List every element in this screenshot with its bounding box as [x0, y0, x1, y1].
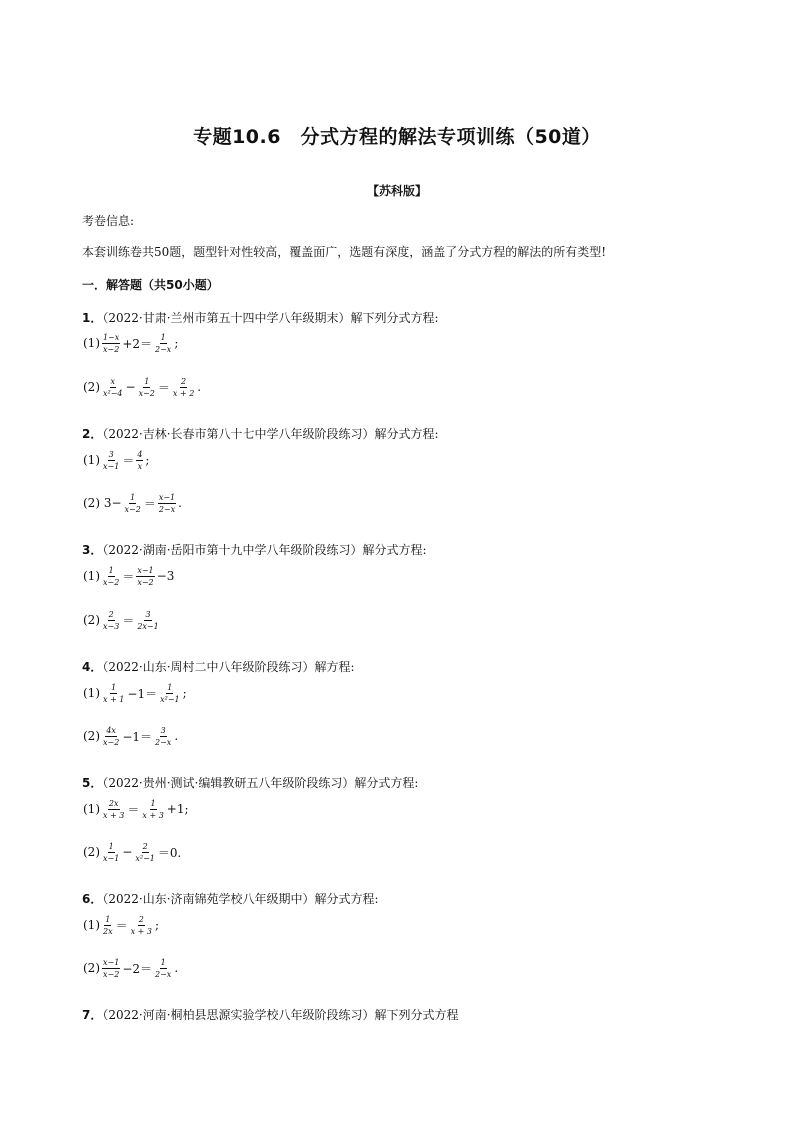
question-source: （2022·山东·济南锦苑学校八年级期中）解分式方程: [102, 892, 379, 906]
fraction-denominator: x−2 [103, 969, 120, 979]
equation-text: ＝ [122, 569, 135, 584]
fraction [102, 377, 124, 398]
fraction-denominator: x−2 [124, 504, 141, 514]
equation-part [82, 445, 150, 475]
equation-text: (1) [83, 802, 100, 816]
equation-text: (1) [83, 453, 100, 467]
question-source: （2022·山东·周村二中八年级阶段练习）解方程: [102, 660, 355, 674]
equation-text: (1) [83, 918, 100, 932]
fraction-denominator: x−1 [103, 853, 120, 863]
info-text: 本套训练卷共50题，题型针对性较高，覆盖面广，选题有深度，涵盖了分式方程的解法的所有类型! [82, 245, 607, 259]
fraction-denominator: x−2 [103, 737, 120, 747]
question-heading [82, 658, 355, 675]
equation-part [82, 605, 161, 635]
fraction [102, 610, 120, 631]
fraction [102, 915, 114, 936]
equation-part [82, 372, 202, 402]
fraction [102, 566, 120, 587]
fraction-denominator: x−2 [103, 344, 120, 354]
fraction-numerator: 3 [108, 449, 114, 459]
equation-text: (2) [83, 613, 100, 627]
fraction [154, 958, 172, 979]
question-source: （2022·吉林·长春市第八十七中学八年级阶段练习）解分式方程: [102, 427, 439, 441]
question-number: 7． [82, 1008, 103, 1022]
equation-text: (2) [83, 380, 100, 394]
equation-text: (2) [83, 845, 100, 859]
fraction-denominator: x + 3 [142, 810, 164, 820]
question-number: 5． [82, 776, 103, 790]
equation-text: (1) [83, 569, 100, 583]
equation-part [82, 678, 188, 708]
fraction [130, 915, 153, 936]
fraction-numerator: 1 [160, 957, 166, 967]
equation-text: ＝ [122, 613, 135, 628]
question-number: 6． [82, 892, 103, 906]
fraction-denominator: x + 2 [172, 388, 195, 398]
fraction-numerator: 1 [108, 565, 114, 575]
fraction-denominator: 2−x [155, 344, 172, 354]
fraction-numerator: x−1 [158, 492, 176, 502]
fraction [136, 450, 143, 471]
fraction-denominator: 2x−1 [137, 621, 159, 631]
fraction-numerator: 2x [108, 798, 119, 808]
fraction [138, 377, 156, 398]
section-heading: 一．解答题（共50小题） [82, 278, 219, 292]
equation-part [82, 488, 183, 518]
equation-text: (2) [83, 729, 100, 743]
fraction-numerator: x−1 [137, 565, 154, 575]
fraction-denominator: x−2 [138, 388, 155, 398]
equation-text: ; [145, 453, 150, 467]
fraction-denominator: x²−1 [160, 694, 180, 704]
fraction-denominator: x²−4 [103, 388, 123, 398]
equation-text: −2＝ [122, 961, 153, 976]
fraction [102, 726, 120, 747]
question-source: （2022·甘肃·兰州市第五十四中学八年级期末）解下列分式方程: [102, 311, 439, 325]
equation-part [82, 953, 179, 983]
equation-text: ＝0. [157, 845, 182, 860]
fraction-denominator: x−3 [103, 621, 120, 631]
fraction-denominator: x + 1 [103, 694, 125, 704]
equation-text: ; [155, 918, 160, 932]
question-source: （2022·贵州·测试·编辑教研五八年级阶段练习）解分式方程: [102, 776, 419, 790]
question-heading [82, 1006, 459, 1023]
fraction-numerator: 1 [160, 332, 166, 342]
fraction [102, 450, 120, 471]
fraction-denominator: 2−x [158, 504, 176, 514]
question-source: （2022·河南·桐柏县思源实验学校八年级阶段练习）解下列分式方程 [102, 1008, 459, 1022]
equation-text: +2＝ [122, 336, 153, 351]
equation-text: ＝ [115, 918, 128, 933]
question-number: 2． [82, 427, 103, 441]
equation-text: (2) 3− [83, 496, 122, 510]
fraction-denominator: x−1 [103, 461, 120, 471]
fraction-denominator: x−2 [103, 577, 120, 587]
equation-text: ＝ [157, 380, 170, 395]
equation-part [82, 721, 179, 751]
equation-part [82, 837, 182, 867]
equation-text: ＝ [122, 453, 135, 468]
question-number: 3． [82, 543, 103, 557]
question-number: 1． [82, 311, 103, 325]
fraction [141, 799, 164, 820]
fraction-denominator: x + 3 [130, 926, 153, 936]
equation-text: . [178, 496, 182, 510]
fraction [158, 493, 176, 514]
fraction [172, 377, 195, 398]
fraction-denominator: x²−1 [135, 853, 155, 863]
question-heading [82, 425, 439, 442]
fraction-numerator: 4 [137, 449, 143, 459]
fraction-denominator: x + 3 [103, 810, 125, 820]
fraction-numerator: 1 [167, 682, 173, 692]
info-label: 考卷信息: [82, 214, 135, 228]
fraction-numerator: 1 [111, 682, 117, 692]
fraction-numerator: 1 [105, 914, 111, 924]
fraction [154, 333, 172, 354]
fraction-denominator: 2−x [155, 969, 172, 979]
equation-part [82, 794, 190, 824]
equation-text: +1; [166, 802, 189, 816]
fraction [136, 610, 159, 631]
equation-text: −1＝ [122, 729, 153, 744]
fraction [102, 799, 125, 820]
fraction [102, 333, 120, 354]
equation-text: (2) [83, 961, 100, 975]
equation-text: ＝ [143, 496, 156, 511]
fraction [159, 683, 181, 704]
fraction [124, 493, 142, 514]
fraction [102, 842, 120, 863]
equation-part [82, 328, 179, 358]
fraction-numerator: 3 [160, 725, 166, 735]
fraction-numerator: 1 [130, 492, 136, 502]
edition-label: 【苏科版】 [366, 184, 427, 198]
equation-text: . [174, 729, 179, 743]
fraction-numerator: 1 [150, 798, 156, 808]
question-heading [82, 309, 439, 326]
fraction-numerator: 4x [106, 725, 116, 735]
fraction [154, 726, 172, 747]
fraction [136, 566, 154, 587]
page-title: 专题10.6 分式方程的解法专项训练（50道） [193, 126, 601, 148]
equation-text: . [197, 380, 202, 394]
fraction-numerator: 2 [108, 609, 114, 619]
fraction [102, 683, 125, 704]
fraction-numerator: 2 [181, 376, 187, 386]
equation-text: − [125, 380, 136, 394]
fraction-numerator: 1 [108, 841, 114, 851]
question-source: （2022·湖南·岳阳市第十九中学八年级阶段练习）解分式方程: [102, 543, 427, 557]
question-heading [82, 774, 418, 791]
equation-part [82, 561, 175, 591]
question-heading [82, 541, 427, 558]
equation-text: ; [182, 686, 187, 700]
fraction-numerator: 3 [145, 609, 151, 619]
equation-text: − [122, 845, 133, 859]
fraction [134, 842, 156, 863]
fraction-numerator: 2 [142, 841, 148, 851]
equation-text: . [174, 961, 179, 975]
fraction-numerator: 2 [138, 914, 144, 924]
fraction-denominator: 2x [103, 926, 113, 936]
equation-text: ; [174, 336, 179, 350]
equation-text: ＝ [127, 802, 140, 817]
fraction [102, 958, 120, 979]
fraction-numerator: x−1 [103, 957, 120, 967]
equation-part [82, 910, 160, 940]
fraction-numerator: x [110, 376, 116, 386]
fraction-denominator: x [137, 461, 143, 471]
fraction-denominator: 2−x [155, 737, 172, 747]
equation-text: −1＝ [127, 686, 158, 701]
equation-text: (1) [83, 686, 100, 700]
question-heading [82, 890, 379, 907]
fraction-denominator: x−2 [137, 577, 154, 587]
fraction-numerator: 1−x [103, 332, 120, 342]
equation-text: −3 [156, 569, 175, 583]
question-number: 4． [82, 660, 103, 674]
equation-text: (1) [83, 336, 100, 350]
fraction-numerator: 1 [144, 376, 150, 386]
